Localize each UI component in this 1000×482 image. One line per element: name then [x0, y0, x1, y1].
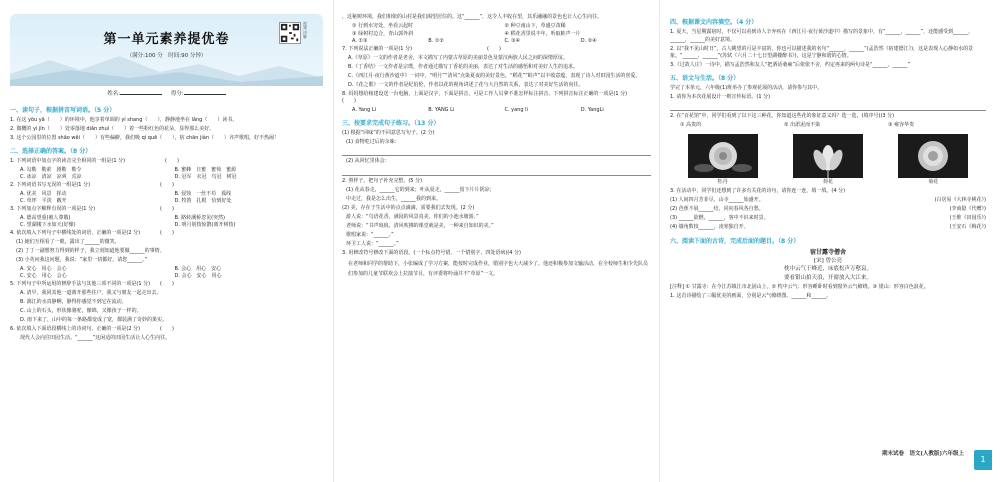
option[interactable]: D. 牧笛 扎根 恰到好处	[174, 198, 232, 205]
question-text: (1) 花从春走，______它的到来；叶从夏走，______留下片片阴凉；	[346, 186, 495, 193]
option[interactable]: D. 雨下来了，山中的每一条路都变成了宽，都装满了奇妙的果实。	[20, 316, 168, 323]
question: 1. 这首诗描绘了三幅优美的画面，分别是云气缭绕图、______和______。	[670, 292, 832, 299]
option[interactable]: C. 望湖楼下水如天(好像)	[20, 222, 76, 229]
section-heading: 五、语文与生活。（8 分）	[670, 74, 740, 82]
option-row	[10, 174, 323, 182]
question: 2. 在“百花馆”中，同学们看到了以下这三种花。你知道这些花的象征意义吗？选一选，(填序号)(3 分)	[670, 113, 895, 119]
option[interactable]: B. 侵蚀 一丝不苟 孤线	[174, 190, 232, 197]
poem-notes: [注释] ① 甘露寺：在今江苏镇江市北固山上。② 枕中云气：形容睡卧时看到窗外云气缭绕。③ 银山：形容白色浪花。	[670, 283, 929, 290]
question: 4. 依次填入下列句子中横线处的词语，正确的一项是(2 分) ( )	[10, 229, 174, 236]
question-text: (2) 从回忆里体会：	[346, 158, 390, 164]
option[interactable]: C. 冰凉 清凉 凉爽 荒凉	[20, 174, 82, 181]
answer-line[interactable]	[342, 168, 651, 176]
question: 3.《过故人庄》一诗中，描写孟浩然和友人“把酒话桑麻”后依依不舍，约定再来的两句诗是“______，______”	[670, 62, 911, 68]
flower-caption: 菊花	[928, 178, 939, 185]
qr-code-icon[interactable]	[279, 22, 301, 44]
match-left[interactable]: (3) ______欲燃，______，客中不识来时景。	[670, 215, 769, 221]
question: 8. 妈妈想给杨建设送一台电脑，上面是汉字，下面是拼音，可是工作人员拿不准怎样标注拼音。下列拼音标注正确的一项是(1 分) ( )	[342, 90, 703, 104]
option[interactable]: D.《花之歌》一文的作者是纪伯伦，作者以花的视角讲述了花与大自然的关系，表达了对美好生活的向往。	[348, 81, 584, 88]
question-text: 学完了本单元，六年级(1)班举办了参观花展的活动，请你参与其中。	[670, 84, 823, 91]
question-text: (1) 食物吃过后的余味：	[346, 138, 400, 145]
flower-chrysanthemum	[898, 134, 968, 187]
option[interactable]: D. 会心 安心 用心	[174, 273, 222, 280]
option[interactable]: B. YANG Li	[428, 107, 455, 113]
option[interactable]: B. 会心 用心 安心	[174, 265, 222, 272]
question-text: 中走过，我是怎么出生，______我的到来。	[346, 195, 442, 202]
option[interactable]: C. yang li	[504, 107, 528, 113]
flower-images	[670, 134, 986, 187]
question: 6. 依次填入下面语段横线上的诗词句，正确的一项是(2 分) ( )	[10, 325, 174, 332]
option[interactable]: A.《草原》一文的作者是老舍，本文描写了内蒙古草原的美丽景色及蒙汉两族人民之间的深情厚谊。	[348, 54, 568, 61]
option[interactable]: A. Yang Li	[352, 107, 377, 113]
option[interactable]: A. 勾勒 勒索 剧勒 勒令	[20, 166, 82, 173]
option[interactable]: A. 优美 风景 挥动	[20, 190, 67, 197]
page-title: 第一单元素养提优卷	[103, 32, 230, 47]
option[interactable]: C. 山上的石头，形状像骆驼，像锦，又像孩子一样的。	[20, 307, 142, 314]
poem-line: 枕中云气千峰近，床底松声万壑哀。	[783, 266, 872, 273]
option[interactable]: B. ①②	[428, 38, 444, 44]
option-row	[10, 222, 323, 230]
option-row	[10, 273, 323, 281]
section-heading: 一、读句子，根据拼音写词语。（5 分）	[10, 107, 116, 115]
footer-brand: 期末试卷 语文(人教版)六年级上	[881, 450, 964, 457]
match-right[interactable]: (李商隐《代赠》)	[949, 206, 986, 212]
option: ② 种豆南山下，草盛豆苗稀	[504, 23, 566, 29]
question: 2. 照样子，把句子补充完整。(5 分)	[342, 177, 423, 184]
peony-image	[688, 134, 758, 178]
option[interactable]: A. 德高望重(被人尊敬)	[20, 214, 71, 221]
section-heading: 六、阅读下面的古诗，完成后面的题目。（8 分）	[670, 238, 800, 245]
flower-peony	[688, 134, 758, 187]
question-text: 歌唱家说：“______。”	[346, 231, 394, 238]
option[interactable]: A. 安心 用心 会心	[20, 265, 67, 272]
question-text: 现代人会向往田园生活。“______”这闲适的田园生活让人心生向往。	[20, 334, 171, 341]
section-heading: 三、按要求完成句子练习。（13 分）	[342, 119, 440, 127]
option[interactable]: D. ②④	[580, 38, 597, 44]
page-right	[660, 0, 1000, 482]
question-text: (3) 小英问我这问题，我说：“家里一切都好，请您______。”	[16, 256, 148, 263]
poem-line: 要看银山拍天浪，开窗放入大江来。	[783, 274, 872, 281]
match-left[interactable]: (4) 墙角数枝______，凌寒独自开。	[670, 224, 749, 230]
question-text: 游人说：“鸟语花香，满园的风景真美，你们的小池水塘游。”	[346, 213, 479, 220]
flower-lotus	[793, 134, 863, 187]
question: (1) 根据“回味”的不同意思写句子。(2 分)	[342, 129, 435, 136]
section-heading: 二、选择正确的答案。（8 分）	[10, 147, 92, 155]
score-label: 得分:	[170, 91, 184, 97]
option[interactable]: C.《西江月·夜行黄沙道中》一词中，“明月”“清风”点染夏夜的美好景色，“稻花”“蛙声”以丰收意蕴，表现了诗人对田园生活的喜爱。	[348, 72, 641, 79]
question: 3. 下列加点字解释有误的一项是(1 分) ( )	[10, 205, 174, 212]
question: 1. 请你为本次花展设计一则宣传标语。(1 分)	[670, 93, 771, 100]
question: 1. 夏天，当星期露宿时，不仅可以看到诗人辛弃疾在《西江月·夜行黄沙道中》描写的景象中，有“______，______”，还能感受到______，______，______的美好意境。	[670, 29, 974, 43]
question: 1. 下列词语中加点字的读音完全相同的一组是(1 分) ( )	[10, 157, 179, 164]
option[interactable]: D. YangLi	[580, 107, 604, 113]
page-left	[0, 0, 334, 482]
lotus-image	[793, 134, 863, 178]
question-text: 环卫工人说：“______。”	[346, 240, 399, 247]
passage: 在老师和同学的帮助下，小张编成了学习方案，能按时完成作业，错别字也大大减少了。他还积极参加文输活动，在全校师生和少先队员们参加的儿童节联欢会上拉演节目，有评委将吟诵并不“草原”一文。	[348, 260, 649, 277]
answer-row	[342, 38, 651, 46]
match-right[interactable]: (王维《田园乐》)	[949, 215, 986, 221]
question: 2. 微概的 yì jīn（ ）处零落地 diǎn zhuì（ ）着一些粉红色的花朵，显得那么美好。	[10, 126, 215, 133]
option[interactable]: B. 路转溪桥忽见(突然)	[174, 214, 226, 221]
question: 3. 用修改符号修改下面的语段。(一个标点符号错，一个错别字，四处语病)(4 分)	[342, 249, 521, 256]
question: (2) 美，存在于生活中的点点滴滴，需要我们去发现。(2 分)	[342, 204, 475, 211]
option[interactable]: D. 明月别枝惊鹊(离开树枝)	[174, 222, 236, 229]
question: 3. 在活动中，同学们还想到了许多有关花的诗句，请你连一连，填一填。(4 分)	[670, 188, 846, 194]
answer-line[interactable]	[342, 148, 651, 156]
option[interactable]: D. 冠军 衣冠 鸟冠 树冠	[174, 174, 237, 181]
name-field[interactable]	[120, 90, 162, 95]
answer-line[interactable]	[670, 103, 986, 111]
exam-meta: （满分:100 分 时间:90 分钟）	[126, 53, 207, 59]
option: ① 高贵的	[680, 122, 702, 128]
title-banner	[10, 14, 323, 86]
chrysanthemum-image	[898, 134, 968, 178]
name-label: 姓名:	[107, 91, 121, 97]
question: 2. 以“我不见山时日”，古人眺望的月是丰富的，你也可以描述我的名句“______，______”(孟浩然《宿建德江》)，这是表现人心静如水的景象。“______，______”(苏轼《六月二十七日望湖楼醉书》)，这是宁静和谐的心情。	[670, 45, 974, 59]
poem-author: [宋] 曾公亮	[813, 258, 843, 264]
matching-block	[670, 197, 986, 233]
match-left[interactable]: (1) 人间四月芳菲尽，山寺______始盛开。	[670, 197, 764, 203]
option[interactable]: B.《丁香结》一文作者是宗璞，作者通过描写丁香花的美丽，表达了对生活的感悟和对美好人生的追求。	[348, 63, 579, 70]
option: ② 出淤泥而不染	[784, 122, 821, 128]
option[interactable]: C. 草坪 平淡 敞开	[20, 198, 67, 205]
match-right[interactable]: (白居易《大林寺桃花》)	[934, 197, 986, 203]
flower-caption: 牡丹	[717, 178, 728, 185]
option-row	[670, 122, 986, 130]
option-row	[342, 31, 651, 39]
option[interactable]: C. ③④	[504, 38, 521, 44]
option-row	[10, 198, 323, 206]
name-score-row	[10, 90, 323, 98]
option[interactable]: A. 清早，我同其他一道离开那些住户，我又与朋友一起走出去。	[20, 289, 162, 296]
option: ④ 稻花香里说丰年，听取蛙声一片	[504, 30, 581, 37]
question: 1. 在这 yōu yǎ（ ）的环境中，他享着单调的 yí shang（ ），静静地坐在 lǎng（ ）读书。	[10, 117, 238, 124]
score-field[interactable]	[184, 90, 226, 95]
answer-row	[342, 107, 651, 115]
option: ③ 绿树村边合，青山郭外斜	[352, 30, 414, 37]
page-number: 1	[974, 450, 992, 470]
question: 2. 下列词语书写无误的一组是(1 分) ( )	[10, 181, 174, 188]
option-row	[342, 23, 651, 31]
question-text: (1) 她们互相看了一眼，露出了______的微笑。	[16, 238, 120, 245]
option: ③ 雍容华贵	[888, 122, 915, 128]
option[interactable]: B. 蜜蜂 日蜜 蜜萄 蜜源	[174, 166, 237, 173]
question: 7. 下列说法正确的一项是(1 分) ( )	[342, 45, 501, 52]
question-text: (2) 丁丁一副想努力得到的样子，我立刻知道他要做______的事情。	[16, 247, 165, 254]
question-text: 老师说：“书声琅琅，清风吹拂的课堂就是美，一种来自知识的美。”	[346, 222, 494, 229]
option[interactable]: A. ①③	[352, 38, 368, 44]
match-right[interactable]: (王安石《梅花》)	[949, 224, 986, 230]
question: 5. 下列句子中所运用的修辞手法与其他三项不同的一项是(1 分) ( )	[10, 280, 174, 287]
question: 3. 这个公园里的位置 shāo wěi（ ）有些偏僻，我们吸 qì quē（ ），宿 chān jiàn（ ）齐声歌唱，好不热闹！	[10, 135, 279, 142]
option: ① 行到水穷处，坐看云起时	[352, 23, 414, 29]
flower-caption: 荷花	[822, 178, 833, 185]
qr-label: 视频讲解	[303, 21, 307, 40]
option[interactable]: C. 安心 用心 会心	[20, 273, 67, 280]
poem-title: 宿甘露寺僧舍	[809, 249, 846, 256]
option[interactable]: B. 漓江的水真静啊，静得你感觉不到它在流动。	[20, 298, 127, 305]
section-heading: 四、根据课文内容填空。（4 分）	[670, 19, 758, 26]
match-left[interactable]: (2) 芭蕉不展______结，同向春风各自愁。	[670, 206, 764, 212]
question-text: ，这秘树环境，我们相依的山村是我们渴望居住的。这“______”，这令人丰收在望，其乐融融的景色也让人心生向往。	[342, 14, 603, 20]
